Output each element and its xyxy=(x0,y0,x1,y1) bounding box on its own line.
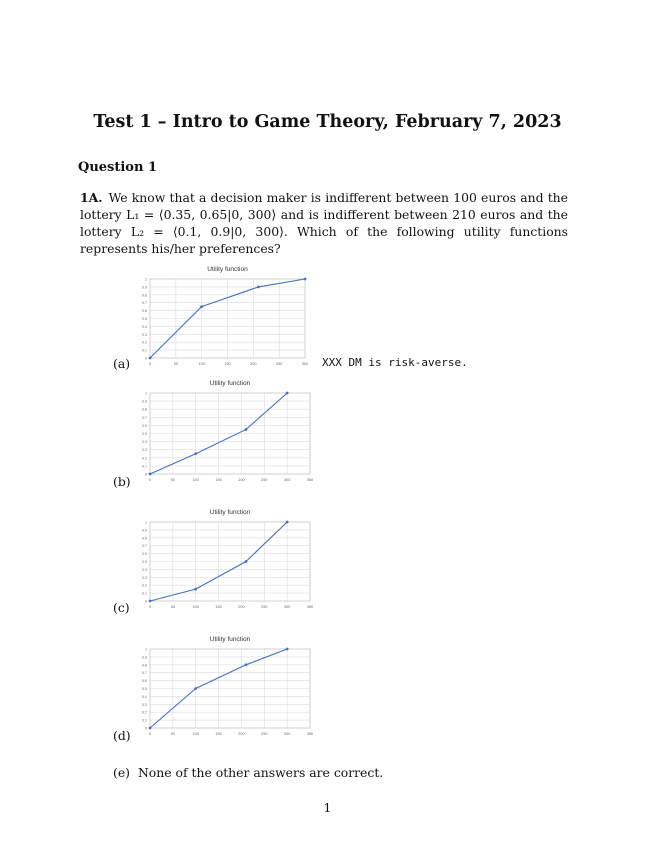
y-tick-label: 0.1 xyxy=(142,464,147,469)
x-tick-label: 350 xyxy=(306,732,314,736)
option-e-text: None of the other answers are correct. xyxy=(137,765,384,780)
y-tick-label: 0.2 xyxy=(142,340,147,345)
x-tick-label: 250 xyxy=(261,732,268,736)
x-tick-label: 300 xyxy=(283,478,291,482)
y-tick-label: 0.5 xyxy=(142,560,147,564)
y-tick-label: 0 xyxy=(145,726,147,731)
y-tick-label: 0.1 xyxy=(142,348,147,353)
y-tick-label: 0.1 xyxy=(142,591,147,596)
x-tick-label: 50 xyxy=(170,478,175,482)
x-tick-label: 300 xyxy=(283,732,291,736)
x-tick-label: 100 xyxy=(192,605,199,609)
y-tick-label: 0.8 xyxy=(142,536,147,541)
utility-chart-d xyxy=(133,632,318,740)
x-tick-label: 250 xyxy=(261,605,268,609)
y-tick-label: 0.7 xyxy=(142,671,147,676)
question-1a-label: 1A. xyxy=(80,190,103,205)
data-point xyxy=(194,687,197,690)
y-tick-label: 0.4 xyxy=(142,567,147,572)
data-point xyxy=(200,305,203,308)
y-tick-label: 0.6 xyxy=(142,309,147,314)
y-tick-label: 0.3 xyxy=(142,702,147,707)
x-tick-label: 0 xyxy=(148,732,152,736)
x-tick-label: 150 xyxy=(215,478,222,482)
data-point xyxy=(194,588,197,591)
question-1a-text: We know that a decision maker is indifferent between 100 euros and the lottery L₁ = ⟨0.35, 0.65|0, 300⟩ and is indifferent between 210 euros and the lottery L₂ = ⟨0.1, 0.9|0, 300⟩. Which of the following utility functions represents his/her preferences? xyxy=(80,190,568,256)
y-tick-label: 0.4 xyxy=(142,440,147,445)
x-tick-label: 0 xyxy=(148,478,152,482)
y-tick-label: 0.5 xyxy=(142,687,147,691)
data-point xyxy=(149,357,152,360)
data-point xyxy=(194,452,197,455)
x-tick-label: 0 xyxy=(148,362,152,366)
data-point xyxy=(149,600,152,603)
y-tick-label: 0.2 xyxy=(142,583,147,588)
page-number: 1 xyxy=(323,800,332,815)
y-tick-label: 0.3 xyxy=(142,332,147,337)
y-tick-label: 0.5 xyxy=(142,317,147,321)
y-tick-label: 0.2 xyxy=(142,456,147,461)
x-tick-label: 100 xyxy=(192,732,199,736)
y-tick-label: 0.7 xyxy=(142,301,147,306)
y-tick-label: 0.6 xyxy=(142,423,147,428)
option-e-label: (e) xyxy=(113,765,131,780)
option-a-label[interactable]: (a) xyxy=(113,356,131,371)
x-tick-label: 300 xyxy=(283,605,291,609)
x-tick-label: 150 xyxy=(215,605,222,609)
x-tick-label: 200 xyxy=(250,362,257,366)
y-tick-label: 0.5 xyxy=(142,432,147,436)
data-point xyxy=(304,278,307,281)
option-b-label[interactable]: (b) xyxy=(113,474,131,489)
y-tick-label: 0 xyxy=(145,356,147,361)
chart-title: Utility function xyxy=(209,380,251,387)
y-tick-label: 0.9 xyxy=(142,285,147,290)
data-point xyxy=(245,663,248,666)
y-tick-label: 0.7 xyxy=(142,415,147,420)
y-tick-label: 1 xyxy=(145,391,147,396)
x-tick-label: 50 xyxy=(170,605,175,609)
chart-title: Utility function xyxy=(209,509,251,516)
y-tick-label: 0.3 xyxy=(142,448,147,453)
question-1a xyxy=(80,189,568,257)
x-tick-label: 200 xyxy=(238,478,245,482)
data-point xyxy=(286,392,289,395)
x-tick-label: 350 xyxy=(306,605,314,609)
y-tick-label: 0.7 xyxy=(142,544,147,549)
utility-chart-c xyxy=(133,505,318,613)
x-tick-label: 0 xyxy=(148,605,152,609)
question-heading: Question 1 xyxy=(78,160,158,175)
x-tick-label: 150 xyxy=(224,362,231,366)
x-tick-label: 200 xyxy=(238,605,245,609)
y-tick-label: 0.4 xyxy=(142,694,147,699)
option-c-label[interactable]: (c) xyxy=(113,600,130,615)
data-point xyxy=(286,521,289,524)
y-tick-label: 0.9 xyxy=(142,655,147,660)
y-tick-label: 0 xyxy=(145,472,147,477)
x-tick-label: 350 xyxy=(306,478,314,482)
x-tick-label: 250 xyxy=(261,478,268,482)
x-tick-label: 100 xyxy=(198,362,205,366)
data-point xyxy=(245,560,248,563)
option-a-note: XXX DM is risk-averse. xyxy=(322,356,468,369)
option-e[interactable] xyxy=(113,765,383,780)
y-tick-label: 0.8 xyxy=(142,293,147,298)
y-tick-label: 0.2 xyxy=(142,710,147,715)
option-d-label[interactable]: (d) xyxy=(113,728,131,743)
y-tick-label: 1 xyxy=(145,520,147,525)
page-title: Test 1 – Intro to Game Theory, February 7, 2023 xyxy=(93,112,562,132)
utility-chart-b xyxy=(133,376,318,486)
y-tick-label: 0.8 xyxy=(142,663,147,668)
y-tick-label: 0.9 xyxy=(142,399,147,404)
utility-chart-a xyxy=(133,262,313,370)
y-tick-label: 1 xyxy=(145,647,147,652)
x-tick-label: 250 xyxy=(275,362,283,366)
y-tick-label: 0.4 xyxy=(142,324,147,329)
data-point xyxy=(245,428,248,431)
x-tick-label: 150 xyxy=(215,732,222,736)
x-tick-label: 100 xyxy=(192,478,199,482)
data-point xyxy=(149,473,152,476)
y-tick-label: 0.1 xyxy=(142,718,147,723)
x-tick-label: 200 xyxy=(238,732,245,736)
x-tick-label: 50 xyxy=(173,362,178,366)
data-point xyxy=(149,727,152,730)
y-tick-label: 0.6 xyxy=(142,679,147,684)
x-tick-label: 50 xyxy=(170,732,175,736)
y-tick-label: 0.8 xyxy=(142,407,147,412)
y-tick-label: 1 xyxy=(145,277,147,282)
y-tick-label: 0.3 xyxy=(142,575,147,580)
data-point xyxy=(257,286,260,289)
chart-title: Utility function xyxy=(209,636,251,643)
y-tick-label: 0.6 xyxy=(142,552,147,557)
chart-title: Utility function xyxy=(207,266,248,273)
x-tick-label: 300 xyxy=(301,362,309,366)
y-tick-label: 0.9 xyxy=(142,528,147,533)
y-tick-label: 0 xyxy=(145,599,147,604)
data-point xyxy=(286,648,289,651)
